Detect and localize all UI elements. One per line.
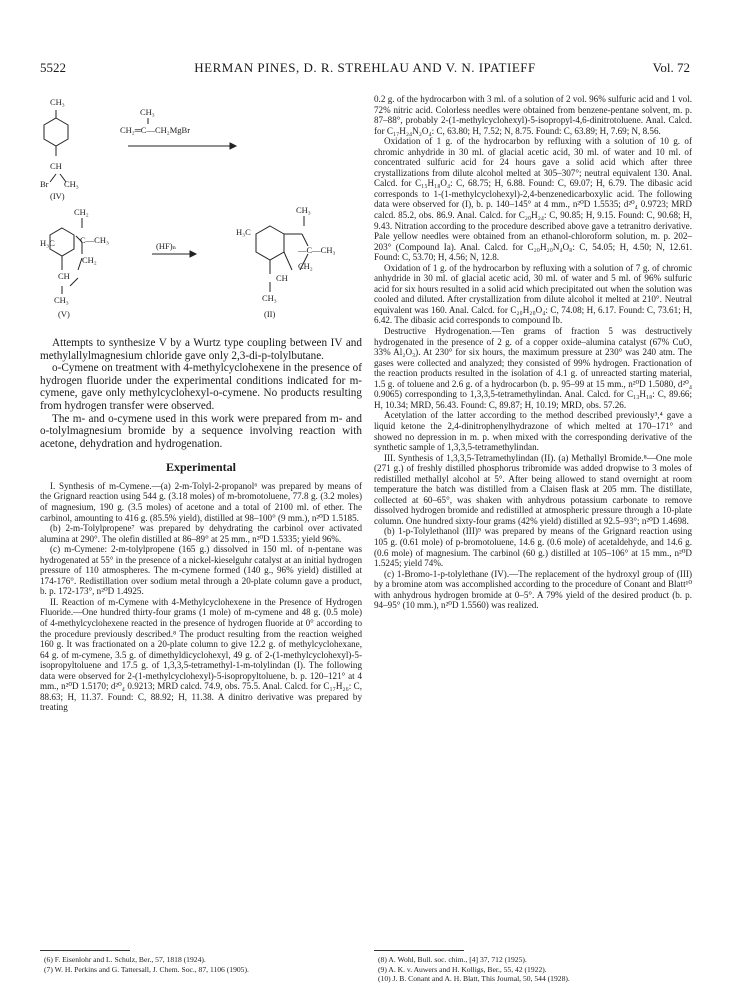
right-column bbox=[374, 94, 692, 611]
label-c-ch3: C—CH₃ bbox=[80, 235, 109, 245]
left-column bbox=[40, 94, 362, 713]
footnote: (10) J. B. Conant and A. H. Blatt, This Journal, 50, 544 (1928). bbox=[378, 974, 570, 983]
paragraph: I. Synthesis of m-Cymene.—(a) 2-m-Tolyl-2-propanol⁶ was prepared by means of the Grignard reaction using 544 g. (3.18 moles) of m-bromotoluene, 77.8 g. (3.2 moles) of magnesium, 190 g. (3.5 moles) of acetone and a total of 2100 ml. of ether. The carbinol, amounting to 416 g. (85.5% yield), distilled at 98–100° (9 mm.), n²⁰D 1.5185. bbox=[40, 480, 362, 523]
running-header bbox=[40, 60, 690, 82]
label-c-ch3: —C—CH₃ bbox=[298, 245, 336, 255]
label-br: Br bbox=[40, 179, 49, 189]
label-ch2: CH₂ bbox=[298, 261, 313, 271]
paragraph: 0.2 g. of the hydrocarbon with 3 ml. of a solution of 2 vol. 96% sulfuric acid and 1 vol. 72% nitric acid. Colorless needles were obtained from benzene-pentane solvent, m. p. 87–88°, probably 2-(1-methylcyclohexyl)-5-isopropyl-4,6-dinitrotoluene. Anal. Calcd. for C₁₇H₂₄N₂O₄: C, 63.80; H, 7.52; N, 8.75. Found: C, 63.89; H, 7.69; N, 8.56. bbox=[374, 94, 692, 136]
label-reagent: CH₂═C—CH₂MgBr bbox=[120, 125, 191, 135]
volume-label: Vol. 72 bbox=[652, 60, 690, 75]
paragraph: III. Synthesis of 1,3,3,5-Tetramethylindan (II). (a) Methallyl Bromide.⁸—One mole (271 g.) of freshly distilled phosphorus tribromide was added dropwise to 3 moles of redistilled methallyl alcohol at 5°. After being allowed to stand overnight at room temperature the batch was distilled from a Claisen flask at 205 mm. The distillate, collected at 60–65°, was shaken with anhydrous potassium carbonate to remove dissolved hydrogen bromide and redistilled at atmospheric pressure through a 10-plate column. One hundred sixty-four grams (42% yield) distilled at 92.5–93°; n²⁰D 1.4698. bbox=[374, 452, 692, 526]
footnotes-right bbox=[378, 955, 692, 984]
reaction-scheme bbox=[40, 94, 362, 337]
benzene-ring-ii bbox=[256, 226, 284, 260]
paragraph: Destructive Hydrogenation.—Ten grams of fraction 5 was destructively hydrogenated in the presence of 2 g. of a copper oxide–alumina catalyst (67% CuO, 33% Al₂O₃). At 230° for six hours, the maximum pressure at 230° was 240 atm. The gases were collected and analyzed; they consisted of 99% hydrogen. Fractionation of the reaction products resulted in the isolation of 4.1 g. of unreacted starting material, 1.5 g. of toluene and 2.6 g. of a hydrocarbon (b. p. 95–99 at 15 mm., n²⁰D 1.5080, d²⁰₄ 0.9065) corresponding to 1,3,3,5-tetramethylindan. Anal. Calcd. for C₁₃H₁₈: C, 89.66; H, 10.34; MRD, 56.43. Found: C, 89.87; H, 10.19; MRD, obs. 57.26. bbox=[374, 326, 692, 410]
footnote-rule bbox=[40, 950, 130, 951]
paragraph: II. Reaction of m-Cymene with 4-Methylcyclohexene in the Presence of Hydrogen Fluoride.—One hundred thirty-four grams (1 mole) of m-cymene and 48 g. (0.5 mole) of 4-methylcyclohexene reacted in the presence of hydrogen fluoride at 0° according to the procedure previously described.⁸ The product resulting from the reaction weighed 160 g. It was fractionated on a 20-plate column to give 12.2 g. of methylcyclohexane, 64 g. of m-cymene, 3.5 g. of dimethyldicyclohexyl, 49 g. of 2-(1-methylcyclohexyl)-5-isopropyltoluene and 17.5 g. of 1,3,3,5-tetramethyl-1-m-tolylindan (I). The following data were observed for 2-(1-methylcyclohexyl)-5-isopropyltoluene, b. p. 120–121° at 4 mm., n²⁰D 1.5170; d²⁰₄ 0.9213; MRD calcd. 74.9, obs. 75.5. Anal. Calcd. for C₁₇H₂₆: C, 88.63; H, 11.37. Found: C, 88.92; H, 11.38. A dinitro derivative was prepared by treating bbox=[40, 596, 362, 713]
section-heading-experimental: Experimental bbox=[166, 460, 236, 475]
page-number: 5522 bbox=[40, 60, 66, 75]
bond-line bbox=[70, 278, 78, 286]
compound-label-iv: (IV) bbox=[50, 191, 65, 201]
compound-label-v: (V) bbox=[58, 309, 70, 319]
paragraph: The m- and o-cymene used in this work were prepared from m- and o-tolylmagnesium bromide by a sequence involving reaction with acetone, dehydration and hydrogenation. bbox=[40, 412, 362, 450]
label-h3c: H₃C bbox=[40, 238, 55, 248]
label-hf: (HF)ₙ bbox=[156, 241, 177, 251]
arrowhead bbox=[230, 143, 236, 149]
paragraph: (b) 2-m-Tolylpropene⁷ was prepared by dehydrating the carbinol over activated alumina at 290°. The olefin distilled at 86–89° at 25 mm., n²⁰D 1.5335; yield 96%. bbox=[40, 523, 362, 544]
paragraph: (c) m-Cymene: 2-m-tolylpropene (165 g.) dissolved in 150 ml. of n-pentane was hydrogenated at 55° in the presence of a nickel-kieselguhr catalyst at an initial hydrogen pressure of 110 atmospheres. The m-cymene formed (140 g., 96% yield) distilled at 174-176°. Redistillation over sodium metal through a 20-plate column gave a product, b. p. 172-173°, n²⁰D 1.4925. bbox=[40, 544, 362, 597]
footnote: (6) F. Eisenlohr and L. Schulz, Ber., 57, 1818 (1924). bbox=[44, 955, 206, 964]
arrowhead bbox=[190, 251, 196, 257]
paragraph: (c) 1-Bromo-1-p-tolylethane (IV).—The replacement of the hydroxyl group of (III) by a bromine atom was accomplished according to the procedure of Conant and Blatt¹⁰ with anhydrous hydrogen bromide at 0–5°. A 79% yield of the desired product (b. p. 94–95° (10 mm.), n²⁰D 1.5560) was realized. bbox=[374, 568, 692, 611]
footnotes-left bbox=[44, 955, 362, 974]
label-ch3: CH₃ bbox=[262, 293, 277, 303]
paragraph: Oxidation of 1 g. of the hydrocarbon by refluxing with a solution of 10 g. of chromic anhydride in 30 ml. of glacial acetic acid, 30 ml. of water and 10 ml. of concentrated sulfuric acid for 24 hours gave a solid acid which after three crystallizations from dilute alcohol melted at 305–307°; neutral equivalent 130. Anal. Calcd. for C₁₅H₁₈O₄: C, 68.75; H, 6.88. Found: C, 69.07; H, 6.79. The dibasic acid corresponds to 1-(1-methylcyclohexyl)-2,4-benzenedicarboxylic acid. The following data were observed for (I), b. p. 140–145° at 4 mm., n²⁰D 1.5535; d²⁰₄ 0.9723; MRD calcd. 85.2, obs. 86.9. Anal. Calcd. for C₂₀H₂₄: C, 90.85; H, 9.15. Found: C, 90.68; H, 9.43. Nitration according to the procedure described above gave a tetranitro derivative. Pale yellow needles were obtained from an ethanol-chloroform solution, m. p. 202–203° (Compound Ia). Anal. Calcd. for C₂₀H₂₀N₄O₈: C, 54.05; H, 4.50; N, 12.61. Found: C, 53.70; H, 4.56; N, 12.8. bbox=[374, 136, 692, 263]
footnote: (8) A. Wohl, Bull. soc. chim., [4] 37, 712 (1925). bbox=[378, 955, 527, 964]
paragraph: o-Cymene on treatment with 4-methylcyclohexene in the presence of hydrogen fluoride under the experimental conditions indicated for m-cymene, gave only methylcyclohexyl-o-cymene. No products resulting from hydrogen transfer were observed. bbox=[40, 362, 362, 412]
label-ch: CH bbox=[50, 161, 62, 171]
label-ch2: CH₂ bbox=[74, 207, 89, 217]
running-title: HERMAN PINES, D. R. STREHLAU AND V. N. IPATIEFF bbox=[194, 60, 536, 75]
compound-label-ii: (II) bbox=[264, 309, 276, 319]
footnote: (7) W. H. Perkins and G. Tattersall, J. Chem. Soc., 87, 1106 (1905). bbox=[44, 964, 249, 974]
label-ch3: CH₃ bbox=[140, 107, 155, 117]
bond-line bbox=[50, 174, 56, 182]
label-h3c: H₃C bbox=[236, 227, 251, 237]
paragraph: Oxidation of 1 g. of the hydrocarbon by refluxing with a solution of 7 g. of chromic anhydride in 30 ml. of glacial acetic acid, 30 ml. of water and 5 ml. of 96% sulfuric acid for six hours resulted in a solid acid which precipitated out when the solution was cooled and diluted. After crystallization from dilute alcohol it melted at 210°. Neutral equivalent was 160. Anal. Calcd. for C₂₀H₂₀O₄: C, 74.08; H, 6.17. Found: C, 73.61; H, 6.42. The dibasic acid corresponds to compound Ib. bbox=[374, 262, 692, 326]
label-ch3: CH₃ bbox=[296, 205, 311, 215]
intro-text bbox=[40, 337, 362, 450]
footnote: (9) A. K. v. Auwers and H. Kolligs, Ber., 55, 42 (1922). bbox=[378, 964, 547, 974]
label-ch3: CH₃ bbox=[50, 97, 65, 107]
paragraph: (b) 1-p-Tolylethanol (III)⁹ was prepared by means of the Grignard reaction using 105 g. (0.61 mole) of p-bromotoluene, 14.6 g. (0.6 mole) of acetaldehyde, and 14.6 g. (0.6 mole) of magnesium. The carbinol (60 g.) distilled at 105–106° at 15 mm., n²⁰D 1.5245; yield 74%. bbox=[374, 526, 692, 569]
paragraph: Acetylation of the latter according to the method described previously³,⁴ gave a liquid ketone the 2,4-dinitrophenylhydrazone of which melted at 170–171° and showed no depression in m. p. when mixed with the corresponding derivative of the synthetic sample of 1,3,3,5-tetramethylindan. bbox=[374, 410, 692, 453]
label-ch: CH bbox=[276, 273, 288, 283]
footnote-rule bbox=[374, 950, 464, 951]
paragraph: Attempts to synthesize V by a Wurtz type coupling between IV and methylallylmagnesium chloride gave only 2,3-di-p-tolylbutane. bbox=[40, 337, 362, 362]
label-ch2: CH₂ bbox=[82, 255, 97, 265]
label-ch3: CH₃ bbox=[54, 295, 69, 305]
bond-line bbox=[284, 252, 292, 270]
label-ch: CH bbox=[58, 271, 70, 281]
benzene-ring-iv bbox=[44, 118, 68, 146]
label-ch3: CH₃ bbox=[64, 179, 79, 189]
